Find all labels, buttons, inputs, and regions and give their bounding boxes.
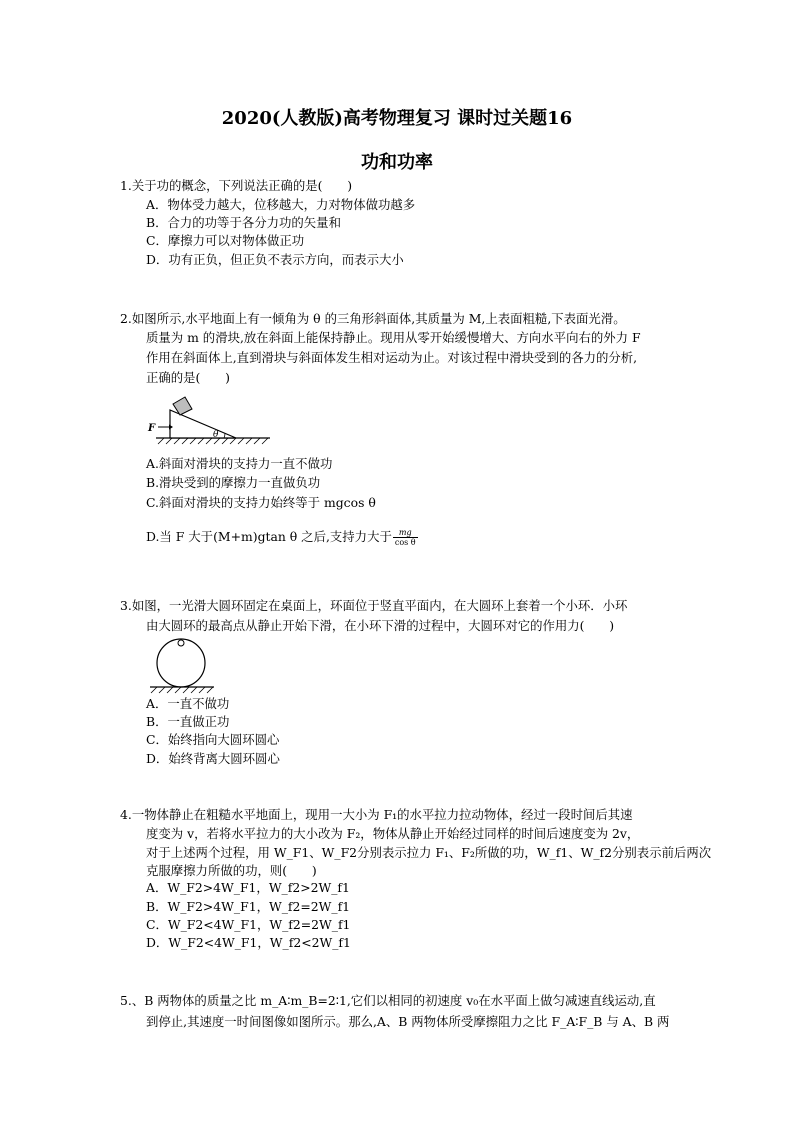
q2-option-d-text: D.当 F 大于(M+m)gtan θ 之后,支持力大于 [146, 529, 392, 544]
q4-stem-line-3: 对于上述两个过程，用 W_F1、W_F2分别表示拉力 F₁、F₂所做的功，W_f1、W_f2分别表示前后两次 [146, 845, 712, 860]
q2-stem-line-1: 2.如图所示,水平地面上有一倾角为 θ 的三角形斜面体,其质量为 M,上表面粗糙,下表面光滑。 [120, 311, 626, 326]
q3-stem-line-2: 由大圆环的最高点从静止开始下滑，在小环下滑的过程中，大圆环对它的作用力( ) [146, 618, 615, 633]
q2-stem-line-4: 正确的是( ) [146, 370, 231, 385]
q2-option-d [146, 528, 418, 547]
q1-option-d: D．功有正负，但正负不表示方向，而表示大小 [146, 252, 404, 267]
q2-figure-theta-label: θ [213, 430, 219, 440]
q3-option-a: A．一直不做功 [146, 696, 230, 711]
q2-option-b: B.滑块受到的摩擦力一直做负功 [146, 475, 321, 490]
q1-option-b: B．合力的功等于各分力功的矢量和 [146, 215, 341, 230]
q2-stem-line-3: 作用在斜面体上,直到滑块与斜面体发生相对运动为止。对该过程中滑块受到的各力的分析, [146, 350, 638, 365]
q2-option-a: A.斜面对滑块的支持力一直不做功 [146, 456, 333, 471]
q3-stem-line-1: 3.如图，一光滑大圆环固定在桌面上，环面位于竖直平面内，在大圆环上套着一个小环．小环 [120, 598, 628, 613]
q3-option-b: B．一直做正功 [146, 714, 230, 729]
q5-stem-line-1: 5.、B 两物体的质量之比 m_A∶m_B=2∶1,它们以相同的初速度 v₀在水平面上做匀减速直线运动,直 [120, 993, 656, 1008]
q4-option-a: A．W_F2>4W_F1，W_f2>2W_f1 [146, 880, 350, 895]
q1-option-c: C．摩擦力可以对物体做正功 [146, 233, 305, 248]
fraction-denominator: cos θ [394, 538, 416, 547]
page-subtitle: 功和功率 [361, 152, 433, 173]
q5-stem-line-2: 到停止,其速度一时间图像如图所示。那么,A、B 两物体所受摩擦阻力之比 F_A∶F_B 与 A、B 两 [146, 1014, 670, 1029]
q2-figure-force-label: F [148, 423, 156, 434]
fraction-numerator: mg [393, 528, 418, 538]
q4-stem-line-4: 克服摩擦力所做的功，则( ) [146, 863, 317, 878]
q2-option-c: C.斜面对滑块的支持力始终等于 mgcos θ [146, 495, 376, 510]
q4-option-d: D．W_F2<4W_F1，W_f2<2W_f1 [146, 935, 351, 950]
q3-ring-figure [146, 638, 218, 694]
q2-incline-figure [146, 392, 276, 448]
q4-option-b: B．W_F2>4W_F1，W_f2=2W_f1 [146, 899, 351, 914]
q2-stem-line-2: 质量为 m 的滑块,放在斜面上能保持静止。现用从零开始缓慢增大、方向水平向右的外力 F [146, 330, 641, 345]
q1-stem: 1.关于功的概念，下列说法正确的是( ) [120, 178, 353, 193]
q4-stem-line-1: 4.一物体静止在粗糙水平地面上，现用一大小为 F₁的水平拉力拉动物体，经过一段时间后其速 [120, 807, 633, 822]
page-title: 2020(人教版)高考物理复习 课时过关题16 [221, 108, 573, 129]
q3-option-d: D．始终背离大圆环圆心 [146, 751, 280, 766]
q4-stem-line-2: 度变为 v，若将水平拉力的大小改为 F₂，物体从静止开始经过同样的时间后速度变为 2v， [146, 826, 640, 841]
q4-option-c: C．W_F2<4W_F1，W_f2=2W_f1 [146, 917, 351, 932]
q3-option-c: C．始终指向大圆环圆心 [146, 732, 280, 747]
q1-option-a: A．物体受力越大，位移越大，力对物体做功越多 [146, 197, 416, 212]
q2-option-d-fraction [393, 528, 418, 547]
